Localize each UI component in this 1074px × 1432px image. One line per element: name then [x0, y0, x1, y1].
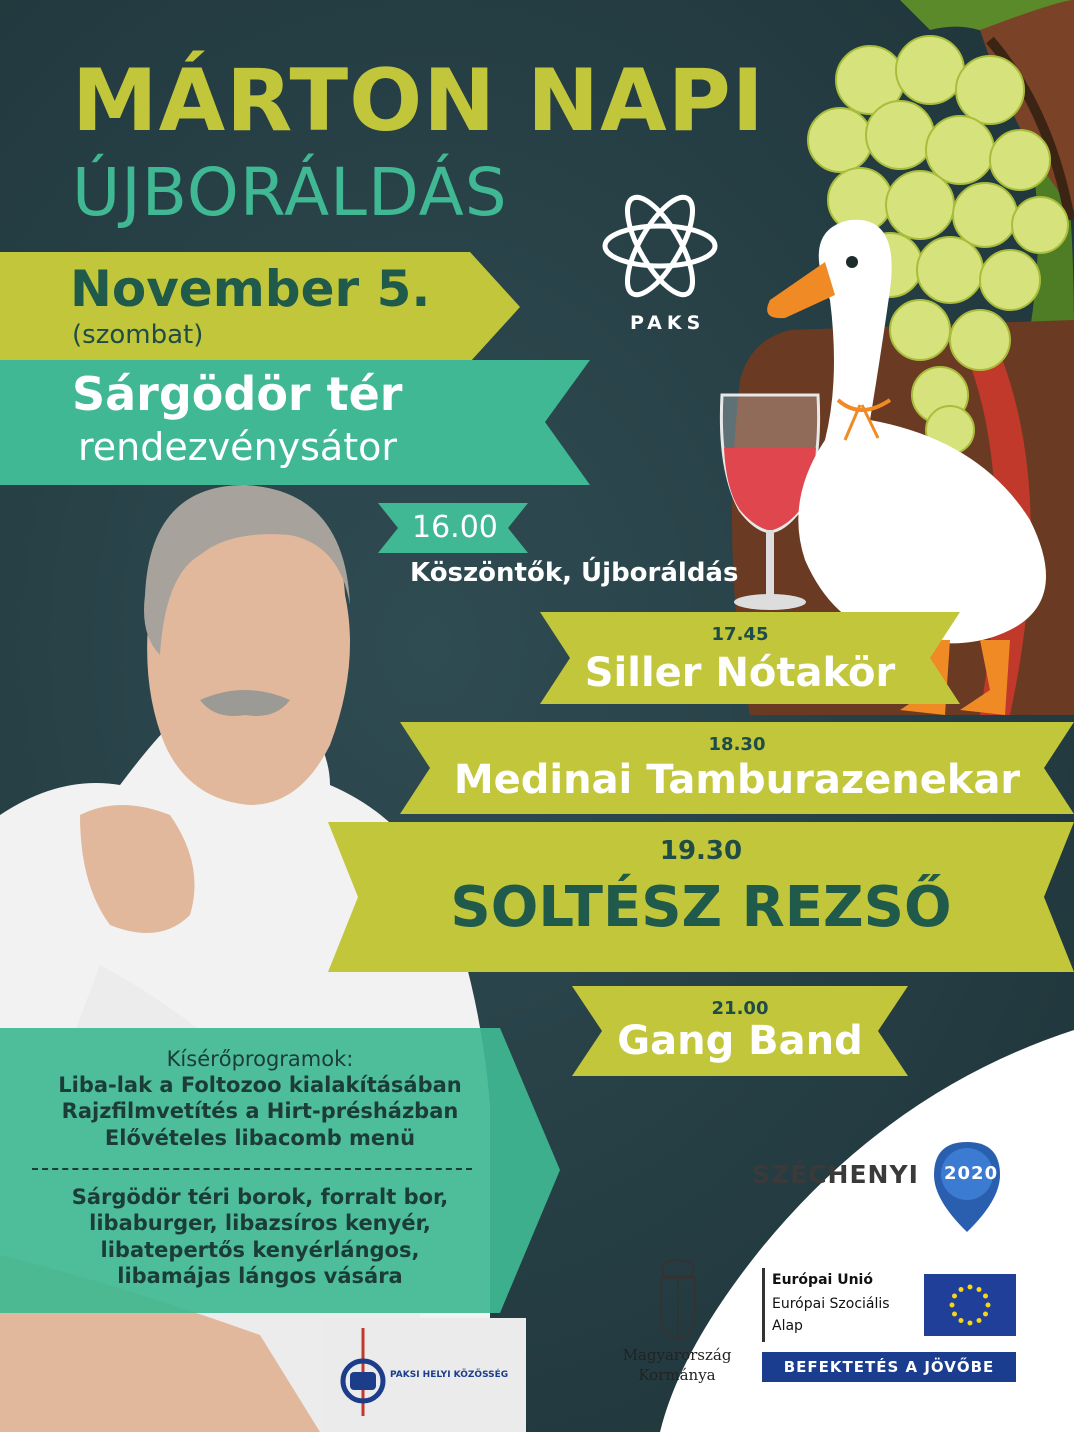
- time-2100: 21.00: [711, 998, 769, 1019]
- invest-banner: BEFEKTETÉS A JÖVŐBE: [762, 1352, 1016, 1382]
- paks-atom-icon: [600, 188, 720, 303]
- act-1830: Medinai Tamburazenekar: [453, 757, 1021, 803]
- list-item: Elővételes libacomb menü: [104, 1125, 416, 1150]
- time-1930: 19.30: [659, 836, 743, 866]
- act-1600: Köszöntők, Újboráldás: [410, 558, 739, 588]
- eu-flag-icon: [924, 1274, 1016, 1336]
- szechenyi-logo-text: SZÉCHENYI: [752, 1160, 919, 1189]
- hungarian-coat-of-arms-icon: [655, 1258, 701, 1342]
- act-1745: Siller Nótakör: [584, 650, 896, 696]
- list-item: libatepertős kenyérlángos,: [100, 1237, 420, 1262]
- szechenyi-year: 2020: [944, 1163, 999, 1184]
- eu-line-3: Alap: [772, 1318, 803, 1334]
- side-programs-heading: Kísérőprogramok:: [166, 1047, 354, 1071]
- time-1600: 16.00: [412, 510, 498, 545]
- time-1745: 17.45: [711, 624, 769, 645]
- gov-line-1: Magyarország: [622, 1346, 732, 1364]
- list-item: libaburger, libazsíros kenyér,: [89, 1211, 431, 1236]
- szechenyi-pin-icon: [932, 1140, 1002, 1235]
- eu-line-2: Európai Szociális: [772, 1296, 890, 1312]
- list-item: Liba-lak a Foltozoo kialakításában: [58, 1073, 462, 1097]
- event-weekday: (szombat): [72, 320, 204, 350]
- list-item: Sárgödör téri borok, forralt bor,: [71, 1185, 449, 1209]
- venue-name: Sárgödör tér: [72, 367, 403, 421]
- list-item: Rajzfilmvetítés a Hirt-présházban: [61, 1099, 459, 1124]
- event-subtitle: ÚJBORÁLDÁS: [72, 154, 508, 231]
- list-item: libamájas lángos vására: [117, 1263, 403, 1288]
- venue-sub: rendezvénysátor: [78, 425, 397, 469]
- clld-logo-icon: [338, 1326, 388, 1424]
- event-title: MÁRTON NAPI: [72, 51, 765, 151]
- clld-logo-text: PAKSI HELYI KÖZÖSSÉG: [390, 1370, 509, 1380]
- dashed-divider: [32, 1168, 472, 1170]
- eu-line-1: Európai Unió: [772, 1272, 873, 1288]
- side-programs-list: [0, 1072, 520, 1151]
- act-1930-headliner: SOLTÉSZ REZSŐ: [450, 875, 952, 940]
- event-date: November 5.: [70, 260, 431, 318]
- gov-line-2: Kormánya: [638, 1366, 716, 1384]
- time-1830: 18.30: [708, 734, 766, 755]
- paks-logo-text: PAKS: [630, 312, 706, 334]
- food-list: [0, 1184, 520, 1289]
- act-2100: Gang Band: [617, 1018, 863, 1064]
